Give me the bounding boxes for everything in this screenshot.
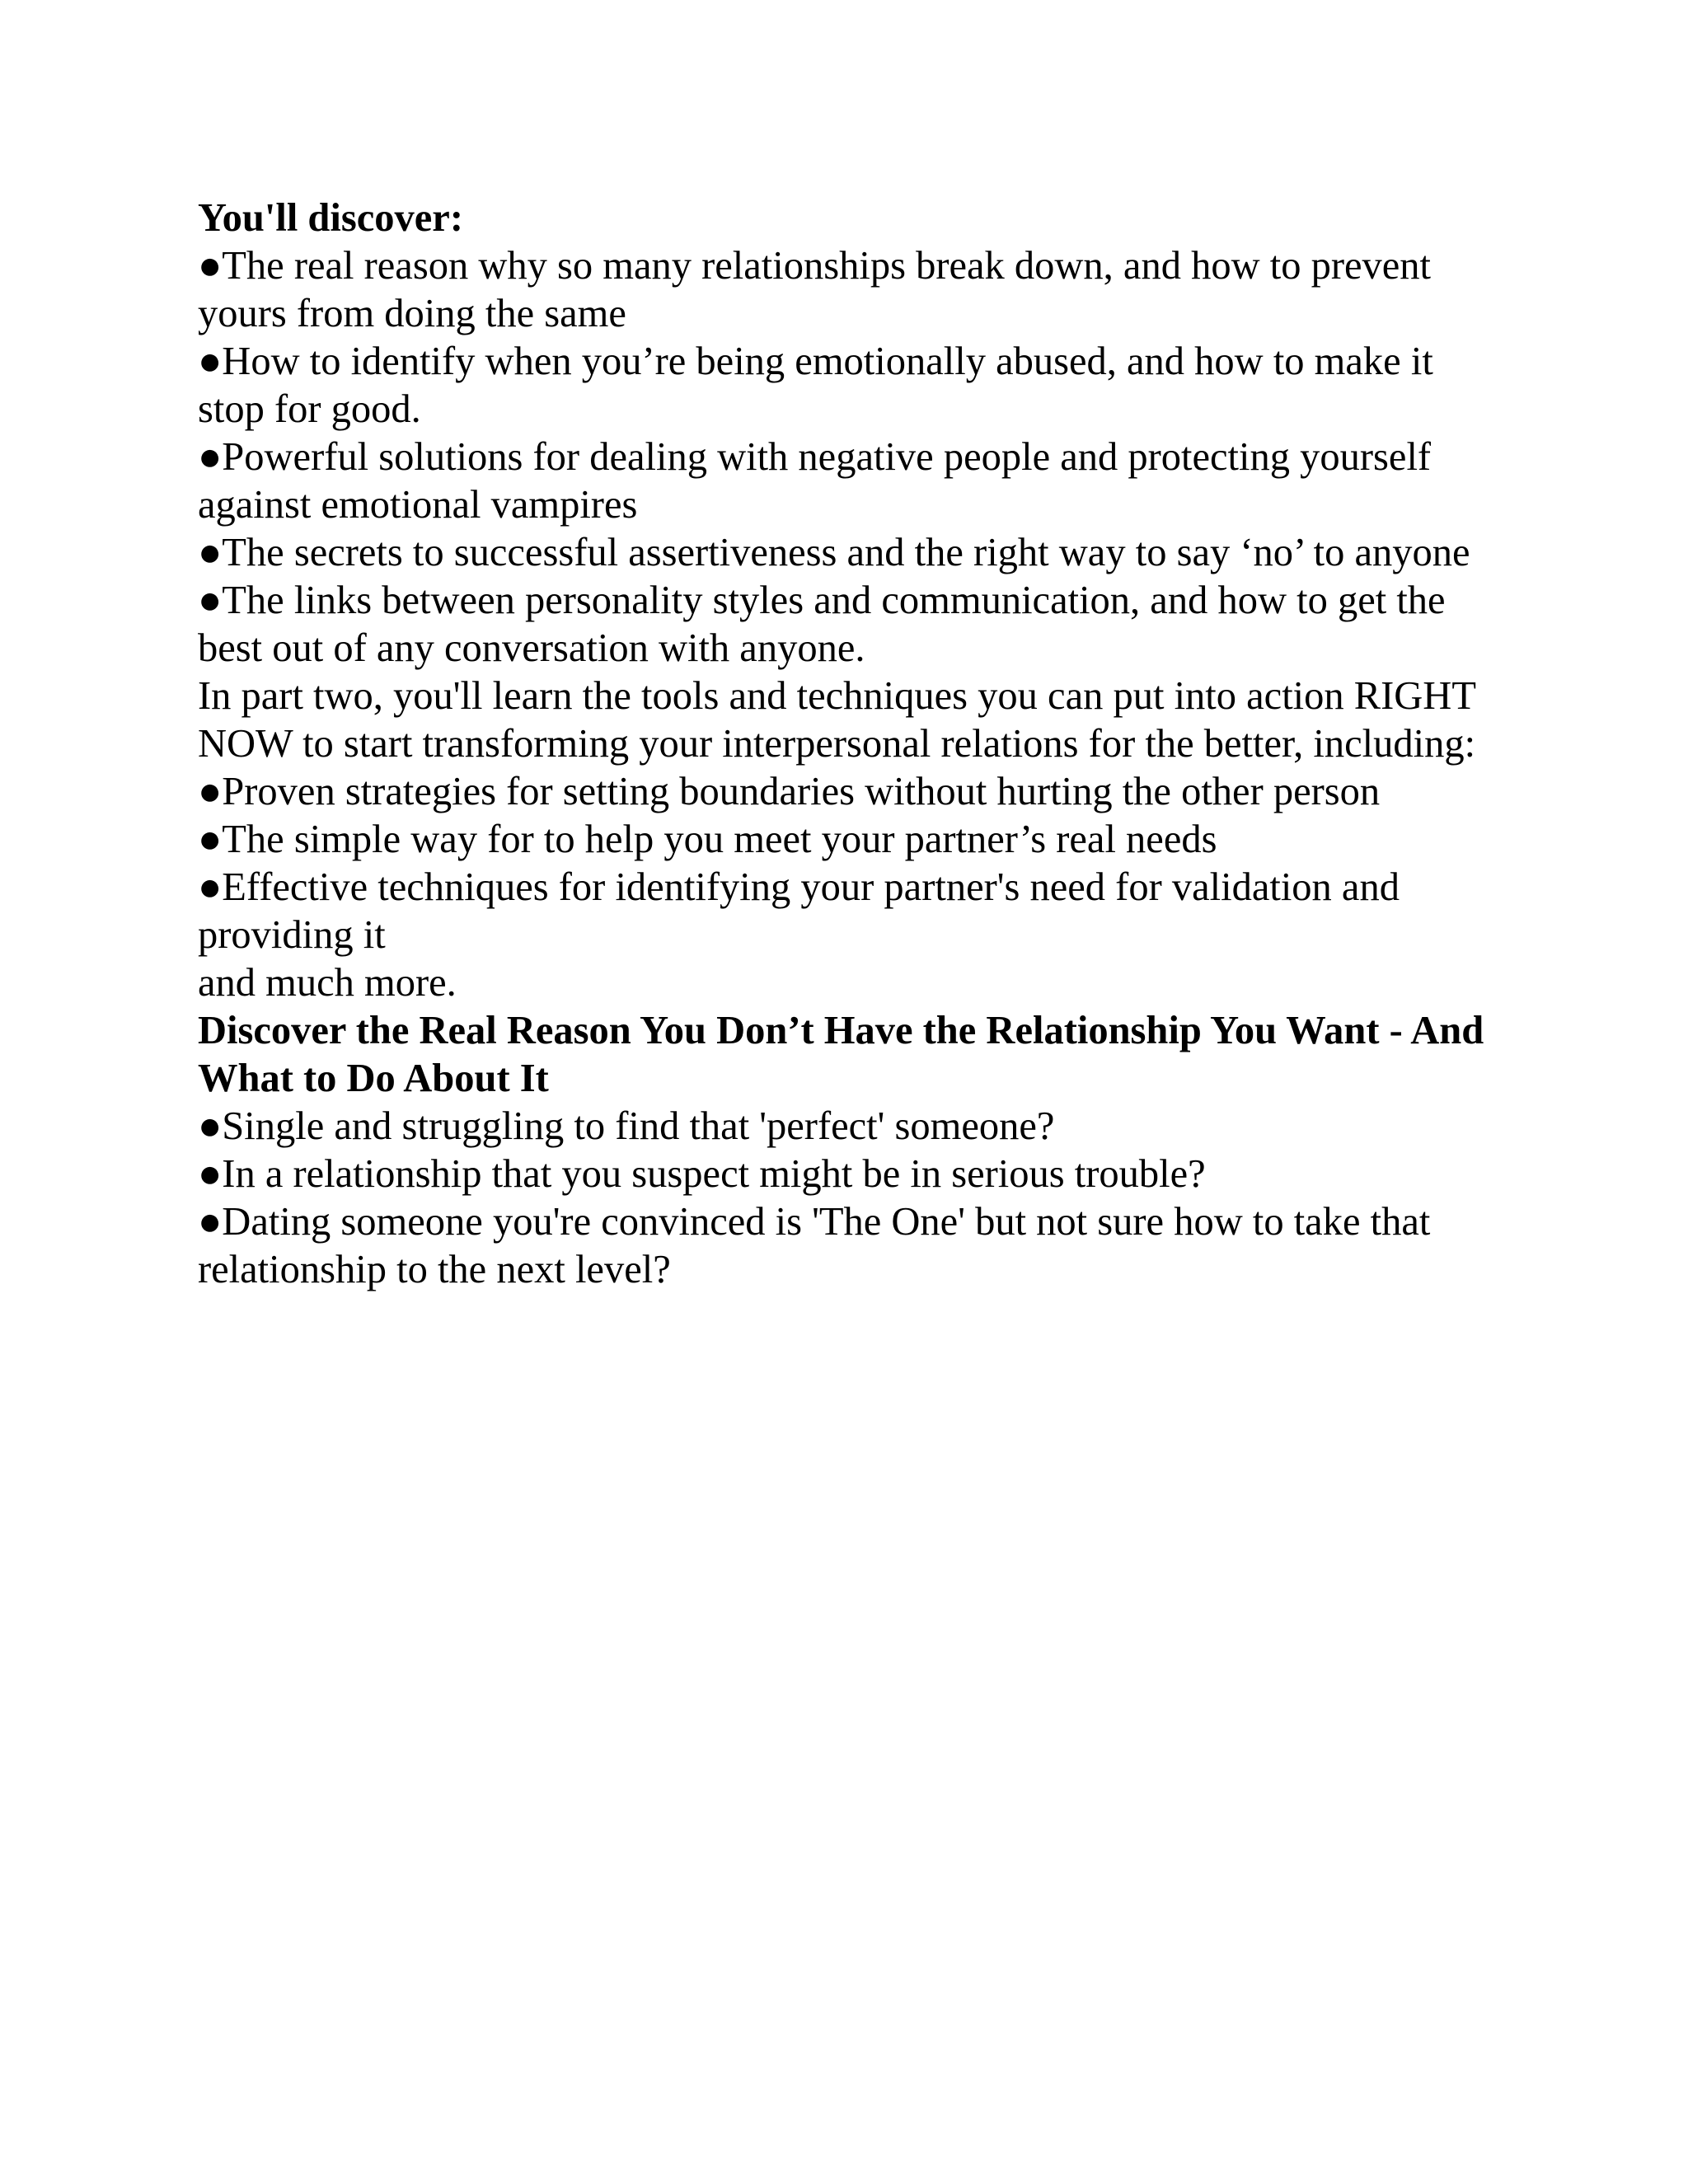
- bullet-item: ●In a relationship that you suspect might be in serious trouble?: [198, 1152, 1206, 1196]
- bullet-item: ●How to identify when you’re being emotionally abused, and how to make it stop for good.: [198, 340, 1433, 431]
- bullet-item: ●The links between personality styles and communication, and how to get the best out of any conversation with anyone.: [198, 579, 1446, 670]
- bullet-item: ●Single and struggling to find that 'perfect' someone?: [198, 1104, 1055, 1148]
- section-heading-discover: You'll discover:: [198, 196, 463, 240]
- part-two-paragraph: In part two, you'll learn the tools and techniques you can put into action RIGHT NOW to start transforming your interpersonal relations for the better, including:: [198, 674, 1476, 766]
- bullet-item: ●Effective techniques for identifying your partner's need for validation and providing it: [198, 865, 1400, 957]
- page-content: [198, 194, 1500, 1294]
- bullet-item: ●The simple way for to help you meet your partner’s real needs: [198, 818, 1217, 861]
- section-heading-real-reason: Discover the Real Reason You Don’t Have the Relationship You Want - And What to Do About It: [198, 1009, 1484, 1100]
- bullet-item: ●The real reason why so many relationships break down, and how to prevent yours from doing the same: [198, 244, 1432, 335]
- bullet-item: ●The secrets to successful assertiveness and the right way to say ‘no’ to anyone: [198, 531, 1470, 574]
- closing-paragraph: and much more.: [198, 961, 457, 1005]
- bullet-item: ●Powerful solutions for dealing with negative people and protecting yourself against emotional vampires: [198, 435, 1432, 527]
- bullet-item: ●Dating someone you're convinced is 'The One' but not sure how to take that relationship to the next level?: [198, 1200, 1431, 1291]
- bullet-item: ●Proven strategies for setting boundaries without hurting the other person: [198, 770, 1381, 813]
